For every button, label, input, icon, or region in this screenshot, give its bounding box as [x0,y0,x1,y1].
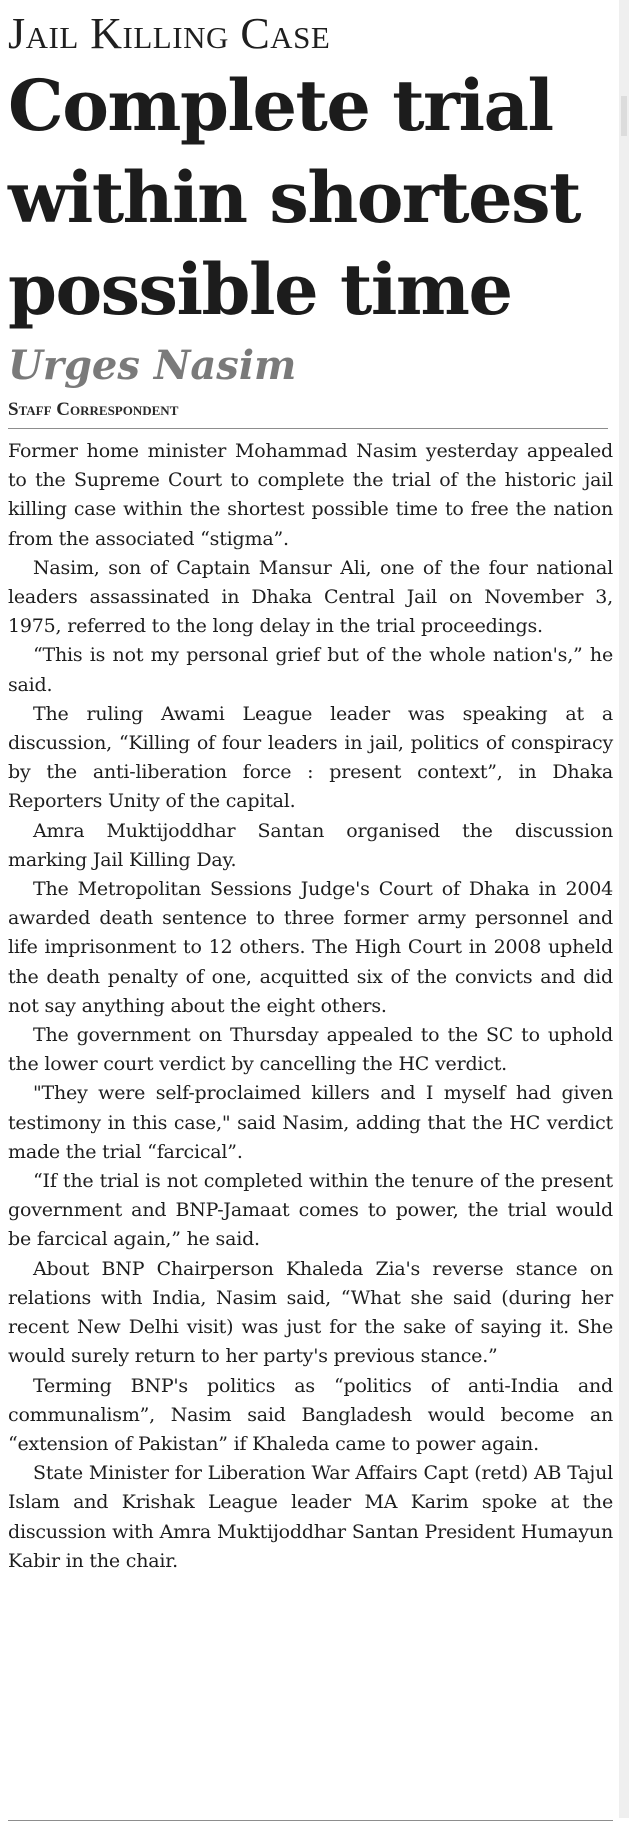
article-paragraph: About BNP Chairperson Khaleda Zia's reverse stance on relations with India, Nasim said, “What she said (during her recent New Delhi visit) was just for the sake of saying it. She would surely return to her party's previous stance.” [8,1257,613,1368]
article-paragraph: State Minister for Liberation War Affairs Capt (retd) AB Tajul Islam and Krishak League leader MA Karim spoke at the discussion with Amra Muktijoddhar Santan President Humayun Kabir in the chair. [8,1462,613,1572]
page-margin-strip [619,0,629,1818]
article-paragraph: Amra Muktijoddhar Santan organised the discussion marking Jail Killing Day. [8,819,613,871]
article-paragraph: Nasim, son of Captain Mansur Ali, one of the four national leaders assassinated in Dhaka Central Jail on November 3, 1975, referred to the long delay in the trial proceedings. [8,556,613,638]
article-headline: Complete trial within shortest possible time [8,64,580,331]
article-paragraph: “This is not my personal grief but of the whole nation's,” he said. [8,644,613,696]
article-paragraph: “If the trial is not completed within the tenure of the present government and BNP-Jamaat comes to power, the trial would be farcical again,” he said. [8,1170,613,1251]
article-paragraph: The ruling Awami League leader was speaking at a discussion, “Killing of four leaders in jail, politics of conspiracy by the anti-liberation force : present context”, in Dhaka Reporters Unity of the capital. [8,702,613,813]
article-subhead: Urges Nasim [8,342,297,389]
article-paragraph: The Metropolitan Sessions Judge's Court of Dhaka in 2004 awarded death sentence to three former army personnel and life imprisonment to 12 others. The High Court in 2008 upheld the death penalty of one, acquitted six of the convicts and did not say anything about the eight others. [8,878,613,1017]
news-article [8,9,613,1576]
article-byline: Staff Correspondent [8,398,608,429]
adjacent-column-edge [621,96,627,136]
article-paragraph: Terming BNP's politics as “politics of anti-India and communalism”, Nasim said Bangladesh would become an “extension of Pakistan” if Khaleda came to power again. [8,1374,613,1455]
article-paragraph: The government on Thursday appealed to the SC to uphold the lower court verdict by cancelling the HC verdict. [8,1024,613,1076]
article-paragraph: Former home minister Mohammad Nasim yesterday appealed to the Supreme Court to complete the trial of the historic jail killing case within the shortest possible time to free the nation from the associated “stigma”. [8,440,613,550]
article-paragraph: "They were self-proclaimed killers and I myself had given testimony in this case," said Nasim, adding that the HC verdict made the trial “farcical”. [8,1082,613,1163]
article-kicker: Jail Killing Case [8,9,331,58]
article-body [8,437,613,1576]
